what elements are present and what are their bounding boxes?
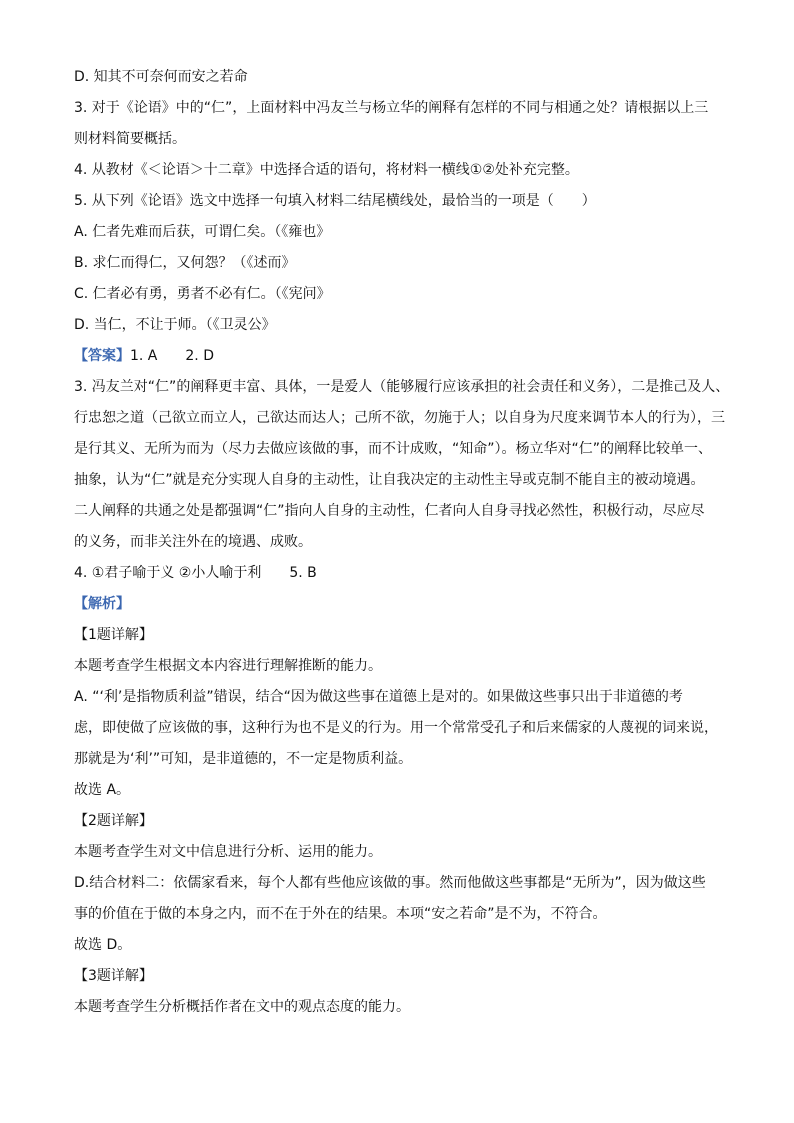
- answer-3-line-6: 的义务，而非关注外在的境遇、成败。: [74, 534, 312, 550]
- answer-3-line-4: 抽象，认为“仁”就是充分实现人自身的主动性，让自我决定的主动性主导或克制不能自主的被动境遇。: [74, 472, 705, 488]
- question-5-line: 5. 从下列《论语》选文中选择一句填入材料二结尾横线处，最恰当的一项是（ ）: [74, 193, 596, 209]
- answer-text: 1. A 2. D: [130, 348, 214, 364]
- analysis-tag: 【解析】: [74, 596, 130, 612]
- question-3-line-1: 3. 对于《论语》中的“仁”，上面材料中冯友兰与杨立华的阐释有怎样的不同与相通之处？请根据以上三: [74, 100, 709, 116]
- question-3-line-2: 则材料简要概括。: [74, 131, 186, 147]
- analysis-line: 故选 D。: [74, 937, 132, 953]
- document-page: [74, 62, 730, 1023]
- analysis-line: 故选 A。: [74, 782, 131, 798]
- analysis-line: A. “‘利’是指物质利益”错误，结合“因为做这些事在道德上是对的。如果做这些事只出于非道德的考: [74, 689, 683, 705]
- option-d-line: D. 知其不可奈何而安之若命: [74, 69, 248, 85]
- analysis-line: 【1题详解】: [74, 627, 153, 643]
- analysis-line: D.结合材料二：依儒家看来，每个人都有些他应该做的事。然而他做这些事都是“无所为”，因为做这些: [74, 875, 706, 891]
- answer-4-5-line: 4. ①君子喻于义 ②小人喻于利 5. B: [74, 565, 317, 581]
- analysis-line: 本题考查学生分析概括作者在文中的观点态度的能力。: [74, 999, 410, 1015]
- choice-c-line: C. 仁者必有勇，勇者不必有仁。（《宪问》: [74, 286, 331, 302]
- answer-3-line-1: 3. 冯友兰对“仁”的阐释更丰富、具体，一是爱人（能够履行应该承担的社会责任和义务），二是推己及人、: [74, 379, 730, 395]
- analysis-line: 那就是为‘利’”可知，是非道德的，不一定是物质利益。: [74, 751, 413, 767]
- answer-3-line-2: 行忠恕之道（己欲立而立人，己欲达而达人；己所不欲，勿施于人；以自身为尺度来调节本人的行为），三: [74, 410, 725, 426]
- analysis-line: 虑，即使做了应该做的事，这种行为也不是义的行为。用一个常常受孔子和后来儒家的人蔑视的词来说，: [74, 720, 718, 736]
- choice-b-line: B. 求仁而得仁，又何怨？（《述而》: [74, 255, 296, 271]
- analysis-line: 【3题详解】: [74, 968, 153, 984]
- analysis-line: 事的价值在于做的本身之内，而不在于外在的结果。本项“安之若命”是不为，不符合。: [74, 906, 607, 922]
- answer-3-line-3: 是行其义、无所为而为（尽力去做应该做的事，而不计成败，“知命”）。杨立华对“仁”的阐释比较单一、: [74, 441, 713, 457]
- analysis-line: 【2题详解】: [74, 813, 153, 829]
- answer-tag: 【答案】: [74, 348, 130, 364]
- analysis-tag-line: [74, 589, 724, 620]
- answer-3-line-5: 二人阐释的共通之处是都强调“仁”指向人自身的主动性，仁者向人自身寻找必然性，积极行动，尽应尽: [74, 503, 705, 519]
- choice-d-line: D. 当仁，不让于师。（《卫灵公》: [74, 317, 276, 333]
- question-4-line: 4. 从教材《＜论语＞十二章》中选择合适的语句，将材料一横线①②处补充完整。: [74, 162, 579, 178]
- analysis-line: 本题考查学生对文中信息进行分析、运用的能力。: [74, 844, 382, 860]
- answer-line: [74, 341, 724, 372]
- choice-a-line: A. 仁者先难而后获，可谓仁矣。（《雍也》: [74, 224, 331, 240]
- analysis-line: 本题考查学生根据文本内容进行理解推断的能力。: [74, 658, 382, 674]
